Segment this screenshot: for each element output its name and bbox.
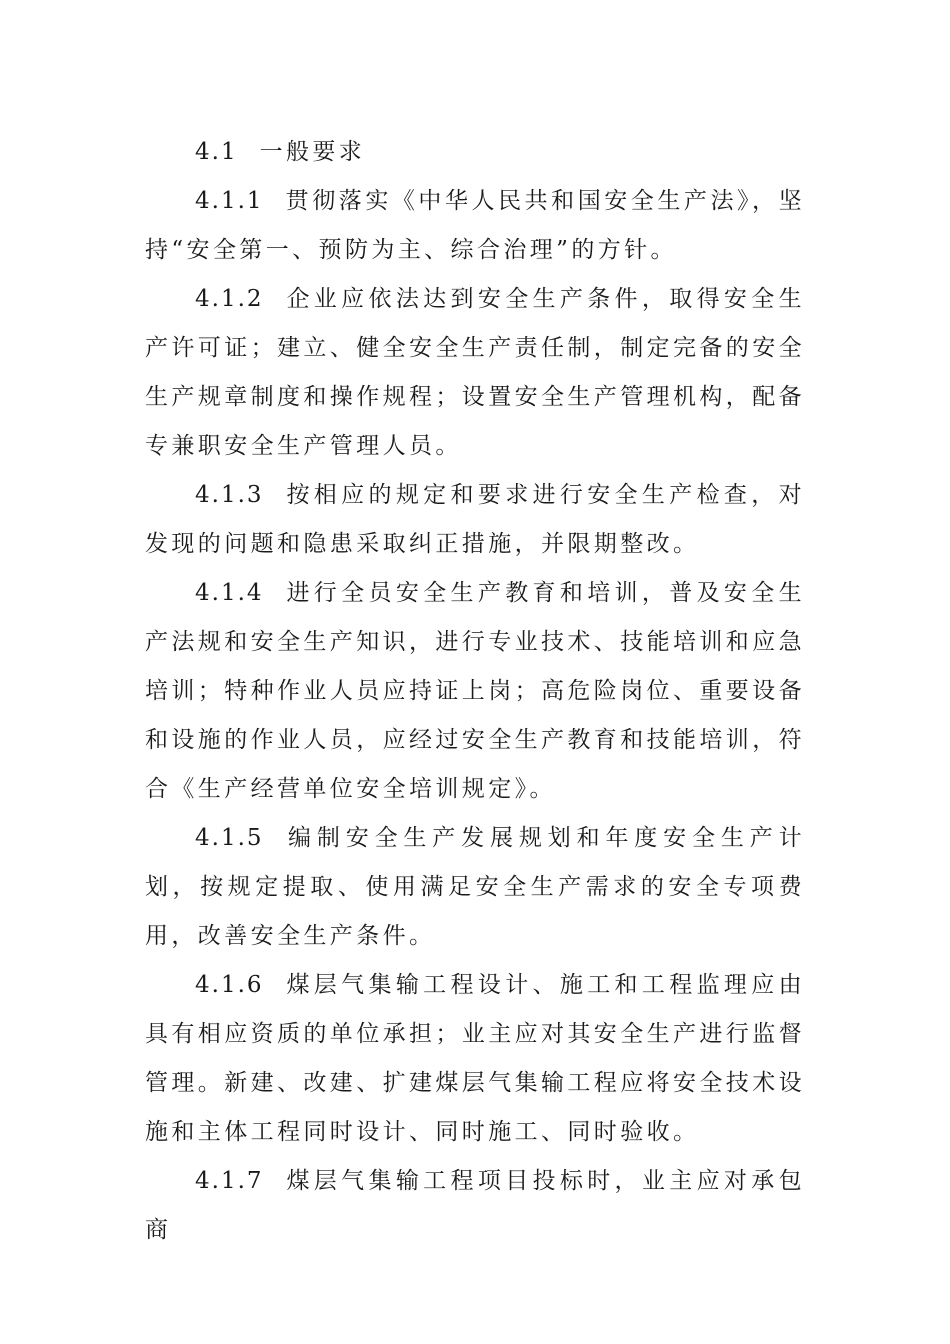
clause-paragraph bbox=[145, 961, 805, 1157]
section-number: 4.1 bbox=[195, 139, 238, 165]
section-heading bbox=[145, 128, 805, 177]
clause-text: 编制安全生产发展规划和年度安全生产计划，按规定提取、使用满足安全生产需求的安全专项费用，改善安全生产条件。 bbox=[145, 825, 805, 949]
clause-text: 企业应依法达到安全生产条件，取得安全生产许可证；建立、健全安全生产责任制，制定完备的安全生产规章制度和操作规程；设置安全生产管理机构，配备专兼职安全生产管理人员。 bbox=[145, 286, 805, 459]
clause-text: 进行全员安全生产教育和培训，普及安全生产法规和安全生产知识，进行专业技术、技能培训和应急培训；特种作业人员应持证上岗；高危险岗位、重要设备和设施的作业人员，应经过安全生产教育和技能培训，符合《生产经营单位安全培训规定》。 bbox=[145, 580, 805, 802]
clause-paragraph bbox=[145, 471, 805, 569]
document-body bbox=[145, 128, 805, 1255]
clause-paragraph bbox=[145, 1157, 805, 1255]
clause-text: 按相应的规定和要求进行安全生产检查，对发现的问题和隐患采取纠正措施，并限期整改。 bbox=[145, 482, 805, 557]
clause-text: 煤层气集输工程项目投标时，业主应对承包商 bbox=[145, 1168, 805, 1243]
clause-number: 4.1.2 bbox=[195, 286, 264, 312]
clause-number: 4.1.1 bbox=[195, 188, 264, 214]
clause-number: 4.1.7 bbox=[195, 1168, 264, 1194]
clause-number: 4.1.6 bbox=[195, 972, 264, 998]
clause-paragraph bbox=[145, 814, 805, 961]
clause-text: 煤层气集输工程设计、施工和工程监理应由具有相应资质的单位承担；业主应对其安全生产进行监督管理。新建、改建、扩建煤层气集输工程应将安全技术设施和主体工程同时设计、同时施工、同时验收。 bbox=[145, 972, 805, 1145]
clause-number: 4.1.4 bbox=[195, 580, 264, 606]
clause-paragraph bbox=[145, 275, 805, 471]
clause-paragraph bbox=[145, 569, 805, 814]
clause-text: 贯彻落实《中华人民共和国安全生产法》，坚持“安全第一、预防为主、综合治理”的方针。 bbox=[145, 188, 805, 263]
clause-number: 4.1.5 bbox=[195, 825, 264, 851]
clause-paragraph bbox=[145, 177, 805, 275]
section-title: 一般要求 bbox=[259, 139, 366, 165]
clause-number: 4.1.3 bbox=[195, 482, 264, 508]
